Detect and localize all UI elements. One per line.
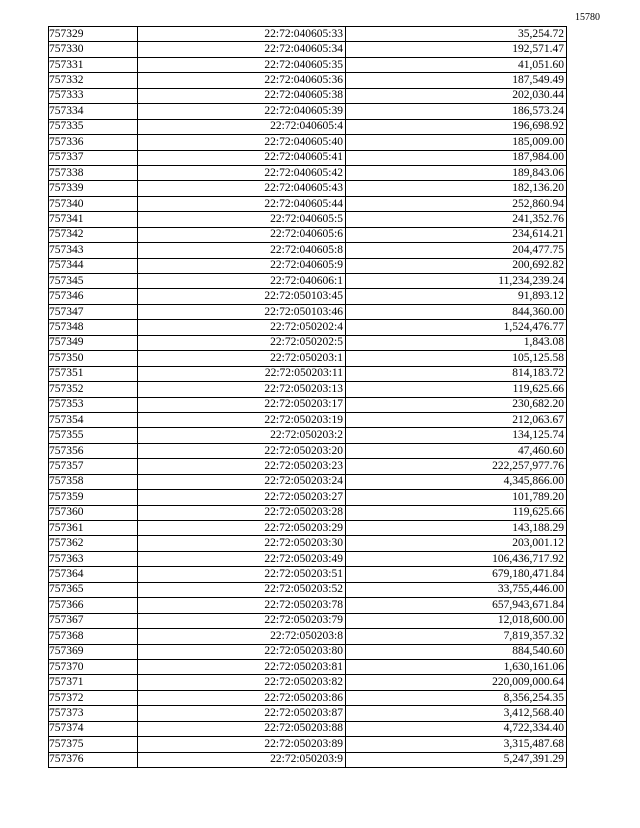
table-row xyxy=(49,459,567,474)
table-row xyxy=(49,582,567,597)
table-row xyxy=(49,351,567,366)
table-row xyxy=(49,521,567,536)
row-number-cell: 757349 xyxy=(49,335,138,350)
row-number-cell: 757361 xyxy=(49,521,138,536)
cadastral-number-cell: 22:72:050202:4 xyxy=(138,320,346,335)
table-row xyxy=(49,243,567,258)
value-cell: 222,257,977.76 xyxy=(346,459,567,474)
value-cell: 4,345,866.00 xyxy=(346,474,567,489)
row-number-cell: 757346 xyxy=(49,289,138,304)
value-cell: 234,614.21 xyxy=(346,227,567,242)
value-cell: 814,183.72 xyxy=(346,366,567,381)
row-number-cell: 757368 xyxy=(49,629,138,644)
row-number-cell: 757339 xyxy=(49,181,138,196)
table-row xyxy=(49,675,567,690)
value-cell: 7,819,357.32 xyxy=(346,629,567,644)
row-number-cell: 757370 xyxy=(49,659,138,674)
cadastral-number-cell: 22:72:050203:51 xyxy=(138,567,346,582)
cadastral-number-cell: 22:72:050203:9 xyxy=(138,752,346,767)
row-number-cell: 757330 xyxy=(49,42,138,57)
cadastral-number-cell: 22:72:050203:80 xyxy=(138,644,346,659)
value-cell: 134,125.74 xyxy=(346,428,567,443)
row-number-cell: 757336 xyxy=(49,135,138,150)
table-row xyxy=(49,659,567,674)
cadastral-number-cell: 22:72:050203:24 xyxy=(138,474,346,489)
value-cell: 105,125.58 xyxy=(346,351,567,366)
row-number-cell: 757334 xyxy=(49,104,138,119)
cadastral-number-cell: 22:72:050203:52 xyxy=(138,582,346,597)
table-row xyxy=(49,536,567,551)
cadastral-number-cell: 22:72:050203:1 xyxy=(138,351,346,366)
value-cell: 8,356,254.35 xyxy=(346,690,567,705)
cadastral-number-cell: 22:72:050203:19 xyxy=(138,412,346,427)
cadastral-number-cell: 22:72:040605:42 xyxy=(138,165,346,180)
table-row xyxy=(49,551,567,566)
value-cell: 185,009.00 xyxy=(346,135,567,150)
table-row xyxy=(49,412,567,427)
row-number-cell: 757369 xyxy=(49,644,138,659)
cadastral-number-cell: 22:72:050203:86 xyxy=(138,690,346,705)
table-row xyxy=(49,320,567,335)
row-number-cell: 757335 xyxy=(49,119,138,134)
cadastral-number-cell: 22:72:050203:17 xyxy=(138,397,346,412)
value-cell: 220,009,000.64 xyxy=(346,675,567,690)
table-row xyxy=(49,598,567,613)
value-cell: 182,136.20 xyxy=(346,181,567,196)
table-row xyxy=(49,165,567,180)
cadastral-number-cell: 22:72:040605:9 xyxy=(138,258,346,273)
value-cell: 11,234,239.24 xyxy=(346,274,567,289)
cadastral-number-cell: 22:72:040605:43 xyxy=(138,181,346,196)
value-cell: 35,254.72 xyxy=(346,27,567,42)
table-row xyxy=(49,706,567,721)
table-row xyxy=(49,27,567,42)
table-row xyxy=(49,443,567,458)
value-cell: 202,030.44 xyxy=(346,88,567,103)
table-row xyxy=(49,289,567,304)
value-cell: 4,722,334.40 xyxy=(346,721,567,736)
value-cell: 204,477.75 xyxy=(346,243,567,258)
row-number-cell: 757329 xyxy=(49,27,138,42)
cadastral-number-cell: 22:72:050203:82 xyxy=(138,675,346,690)
table-row xyxy=(49,227,567,242)
row-number-cell: 757372 xyxy=(49,690,138,705)
cadastral-number-cell: 22:72:040605:40 xyxy=(138,135,346,150)
cadastral-number-cell: 22:72:040605:5 xyxy=(138,212,346,227)
cadastral-number-cell: 22:72:050203:78 xyxy=(138,598,346,613)
value-cell: 196,698.92 xyxy=(346,119,567,134)
cadastral-number-cell: 22:72:040605:44 xyxy=(138,196,346,211)
cadastral-number-cell: 22:72:040605:8 xyxy=(138,243,346,258)
row-number-cell: 757366 xyxy=(49,598,138,613)
cadastral-number-cell: 22:72:050203:28 xyxy=(138,505,346,520)
page-number: 15780 xyxy=(575,12,600,23)
row-number-cell: 757350 xyxy=(49,351,138,366)
table-row xyxy=(49,135,567,150)
row-number-cell: 757333 xyxy=(49,88,138,103)
table-row xyxy=(49,644,567,659)
cadastral-number-cell: 22:72:040605:33 xyxy=(138,27,346,42)
value-cell: 192,571.47 xyxy=(346,42,567,57)
table-row xyxy=(49,613,567,628)
row-number-cell: 757344 xyxy=(49,258,138,273)
cadastral-number-cell: 22:72:050103:46 xyxy=(138,304,346,319)
row-number-cell: 757357 xyxy=(49,459,138,474)
table-row xyxy=(49,42,567,57)
table-row xyxy=(49,88,567,103)
value-cell: 203,001.12 xyxy=(346,536,567,551)
row-number-cell: 757345 xyxy=(49,274,138,289)
value-cell: 106,436,717.92 xyxy=(346,551,567,566)
table-row xyxy=(49,304,567,319)
cadastral-number-cell: 22:72:040605:39 xyxy=(138,104,346,119)
table-row xyxy=(49,567,567,582)
cadastral-number-cell: 22:72:050203:87 xyxy=(138,706,346,721)
cadastral-number-cell: 22:72:050203:2 xyxy=(138,428,346,443)
value-cell: 3,412,568.40 xyxy=(346,706,567,721)
cadastral-number-cell: 22:72:050203:79 xyxy=(138,613,346,628)
table-row xyxy=(49,690,567,705)
table-row xyxy=(49,737,567,752)
row-number-cell: 757375 xyxy=(49,737,138,752)
value-cell: 41,051.60 xyxy=(346,57,567,72)
cadastral-number-cell: 22:72:040605:34 xyxy=(138,42,346,57)
cadastral-number-cell: 22:72:050203:89 xyxy=(138,737,346,752)
value-cell: 1,630,161.06 xyxy=(346,659,567,674)
value-cell: 119,625.66 xyxy=(346,505,567,520)
cadastral-number-cell: 22:72:040605:41 xyxy=(138,150,346,165)
row-number-cell: 757353 xyxy=(49,397,138,412)
table-row xyxy=(49,382,567,397)
table-row xyxy=(49,212,567,227)
cadastral-number-cell: 22:72:040605:4 xyxy=(138,119,346,134)
table-row xyxy=(49,73,567,88)
value-cell: 187,549.49 xyxy=(346,73,567,88)
value-cell: 844,360.00 xyxy=(346,304,567,319)
row-number-cell: 757362 xyxy=(49,536,138,551)
table-row xyxy=(49,490,567,505)
value-cell: 186,573.24 xyxy=(346,104,567,119)
registry-table-body xyxy=(49,27,567,768)
cadastral-number-cell: 22:72:040605:6 xyxy=(138,227,346,242)
cadastral-number-cell: 22:72:050203:8 xyxy=(138,629,346,644)
value-cell: 3,315,487.68 xyxy=(346,737,567,752)
table-row xyxy=(49,721,567,736)
row-number-cell: 757342 xyxy=(49,227,138,242)
cadastral-number-cell: 22:72:040605:35 xyxy=(138,57,346,72)
registry-table xyxy=(48,26,567,768)
row-number-cell: 757340 xyxy=(49,196,138,211)
row-number-cell: 757331 xyxy=(49,57,138,72)
value-cell: 241,352.76 xyxy=(346,212,567,227)
value-cell: 189,843.06 xyxy=(346,165,567,180)
table-row xyxy=(49,274,567,289)
cadastral-number-cell: 22:72:050203:13 xyxy=(138,382,346,397)
table-row xyxy=(49,119,567,134)
row-number-cell: 757341 xyxy=(49,212,138,227)
cadastral-number-cell: 22:72:050203:11 xyxy=(138,366,346,381)
row-number-cell: 757359 xyxy=(49,490,138,505)
cadastral-number-cell: 22:72:050203:20 xyxy=(138,443,346,458)
row-number-cell: 757338 xyxy=(49,165,138,180)
table-row xyxy=(49,181,567,196)
row-number-cell: 757355 xyxy=(49,428,138,443)
row-number-cell: 757356 xyxy=(49,443,138,458)
table-row xyxy=(49,752,567,767)
value-cell: 143,188.29 xyxy=(346,521,567,536)
table-row xyxy=(49,104,567,119)
cadastral-number-cell: 22:72:040605:38 xyxy=(138,88,346,103)
table-row xyxy=(49,505,567,520)
row-number-cell: 757365 xyxy=(49,582,138,597)
cadastral-number-cell: 22:72:040605:36 xyxy=(138,73,346,88)
table-row xyxy=(49,428,567,443)
value-cell: 119,625.66 xyxy=(346,382,567,397)
row-number-cell: 757337 xyxy=(49,150,138,165)
cadastral-number-cell: 22:72:050202:5 xyxy=(138,335,346,350)
row-number-cell: 757364 xyxy=(49,567,138,582)
value-cell: 252,860.94 xyxy=(346,196,567,211)
cadastral-number-cell: 22:72:050203:30 xyxy=(138,536,346,551)
table-row xyxy=(49,397,567,412)
value-cell: 212,063.67 xyxy=(346,412,567,427)
value-cell: 12,018,600.00 xyxy=(346,613,567,628)
table-row xyxy=(49,196,567,211)
cadastral-number-cell: 22:72:050203:29 xyxy=(138,521,346,536)
cadastral-number-cell: 22:72:050203:81 xyxy=(138,659,346,674)
value-cell: 884,540.60 xyxy=(346,644,567,659)
cadastral-number-cell: 22:72:050203:23 xyxy=(138,459,346,474)
table-row xyxy=(49,366,567,381)
row-number-cell: 757352 xyxy=(49,382,138,397)
value-cell: 200,692.82 xyxy=(346,258,567,273)
cadastral-number-cell: 22:72:050103:45 xyxy=(138,289,346,304)
cadastral-number-cell: 22:72:050203:27 xyxy=(138,490,346,505)
row-number-cell: 757376 xyxy=(49,752,138,767)
table-row xyxy=(49,258,567,273)
row-number-cell: 757374 xyxy=(49,721,138,736)
table-row xyxy=(49,335,567,350)
row-number-cell: 757351 xyxy=(49,366,138,381)
value-cell: 1,843.08 xyxy=(346,335,567,350)
cadastral-number-cell: 22:72:050203:49 xyxy=(138,551,346,566)
value-cell: 33,755,446.00 xyxy=(346,582,567,597)
row-number-cell: 757332 xyxy=(49,73,138,88)
table-row xyxy=(49,474,567,489)
row-number-cell: 757373 xyxy=(49,706,138,721)
cadastral-number-cell: 22:72:040606:1 xyxy=(138,274,346,289)
row-number-cell: 757343 xyxy=(49,243,138,258)
row-number-cell: 757354 xyxy=(49,412,138,427)
row-number-cell: 757363 xyxy=(49,551,138,566)
table-row xyxy=(49,150,567,165)
row-number-cell: 757358 xyxy=(49,474,138,489)
value-cell: 679,180,471.84 xyxy=(346,567,567,582)
value-cell: 47,460.60 xyxy=(346,443,567,458)
cadastral-number-cell: 22:72:050203:88 xyxy=(138,721,346,736)
row-number-cell: 757347 xyxy=(49,304,138,319)
value-cell: 91,893.12 xyxy=(346,289,567,304)
row-number-cell: 757348 xyxy=(49,320,138,335)
row-number-cell: 757371 xyxy=(49,675,138,690)
value-cell: 187,984.00 xyxy=(346,150,567,165)
value-cell: 5,247,391.29 xyxy=(346,752,567,767)
row-number-cell: 757367 xyxy=(49,613,138,628)
value-cell: 101,789.20 xyxy=(346,490,567,505)
value-cell: 657,943,671.84 xyxy=(346,598,567,613)
table-row xyxy=(49,629,567,644)
value-cell: 1,524,476.77 xyxy=(346,320,567,335)
value-cell: 230,682.20 xyxy=(346,397,567,412)
row-number-cell: 757360 xyxy=(49,505,138,520)
table-row xyxy=(49,57,567,72)
